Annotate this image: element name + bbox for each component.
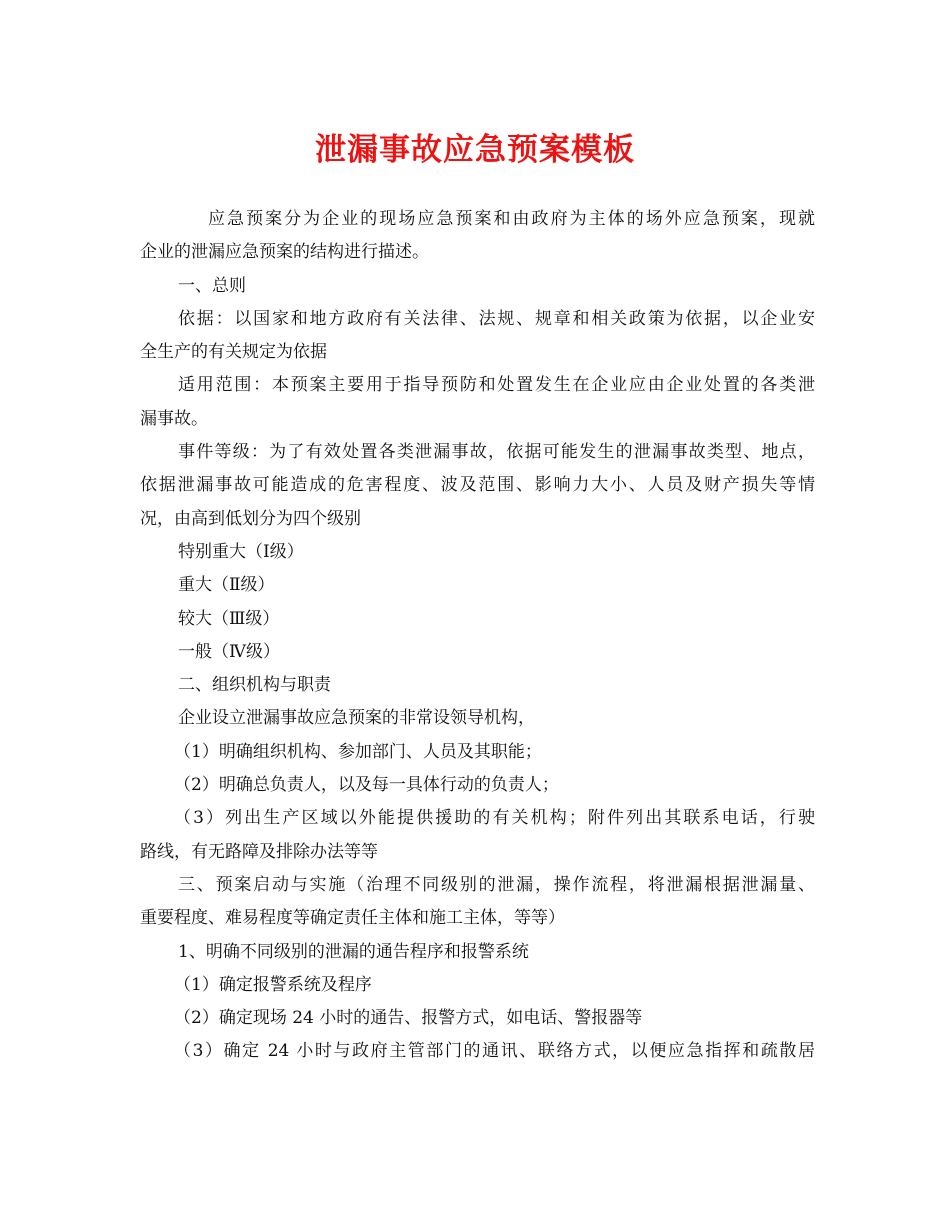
paragraph-line: 况，由高到低划分为四个级别 xyxy=(140,508,361,529)
paragraph-line: 依据：以国家和地方政府有关法律、法规、规章和相关政策为依据，以企业安 xyxy=(178,308,815,329)
paragraph-line: 漏事故。 xyxy=(140,408,208,429)
list-item: （2）明确总负责人，以及每一具体行动的负责人； xyxy=(174,775,559,796)
paragraph-line: 全生产的有关规定为依据 xyxy=(140,342,327,363)
paragraph-line: 重要程度、难易程度等确定责任主体和施工主体，等等） xyxy=(140,908,565,929)
list-item: （2）确定现场 24 小时的通告、报警方式，如电话、警报器等 xyxy=(174,1008,643,1029)
level-item: 较大（Ⅲ级） xyxy=(178,608,280,629)
paragraph-line: 应急预案分为企业的现场应急预案和由政府为主体的场外应急预案，现就 xyxy=(208,209,815,229)
section-heading: 二、组织机构与职责 xyxy=(178,675,331,696)
level-item: 重大（Ⅱ级） xyxy=(178,575,275,596)
list-item: （1）明确组织机构、参加部门、人员及其职能； xyxy=(174,741,542,762)
paragraph-line: 依据泄漏事故可能造成的危害程度、波及范围、影响力大小、人员及财产损失等情 xyxy=(140,475,815,496)
subsection-heading: 1、明确不同级别的泄漏的通告程序和报警系统 xyxy=(178,941,529,962)
paragraph-line: 事件等级：为了有效处置各类泄漏事故，依据可能发生的泄漏事故类型、地点， xyxy=(178,442,815,463)
level-item: 特别重大（Ⅰ级） xyxy=(178,541,304,562)
list-item: （3）列出生产区域以外能提供援助的有关机构；附件列出其联系电话，行驶 xyxy=(174,808,815,829)
paragraph-line: 路线，有无路障及排除办法等等 xyxy=(140,841,378,862)
paragraph-line: 企业的泄漏应急预案的结构进行描述。 xyxy=(140,242,429,263)
document-body xyxy=(140,203,815,1069)
section-heading: 一、总则 xyxy=(178,275,246,296)
section-heading: 三、预案启动与实施（治理不同级别的泄漏，操作流程，将泄漏根据泄漏量、 xyxy=(178,874,815,895)
list-item: （3）确定 24 小时与政府主管部门的通讯、联络方式，以便应急指挥和疏散居 xyxy=(174,1041,815,1062)
level-item: 一般（Ⅳ级） xyxy=(178,641,280,662)
paragraph-line: 企业设立泄漏事故应急预案的非常设领导机构， xyxy=(178,708,535,729)
document-title: 泄漏事故应急预案模板 xyxy=(315,132,635,168)
list-item: （1）确定报警系统及程序 xyxy=(174,974,372,995)
paragraph-line: 适用范围：本预案主要用于指导预防和处置发生在企业应由企业处置的各类泄 xyxy=(178,375,815,396)
